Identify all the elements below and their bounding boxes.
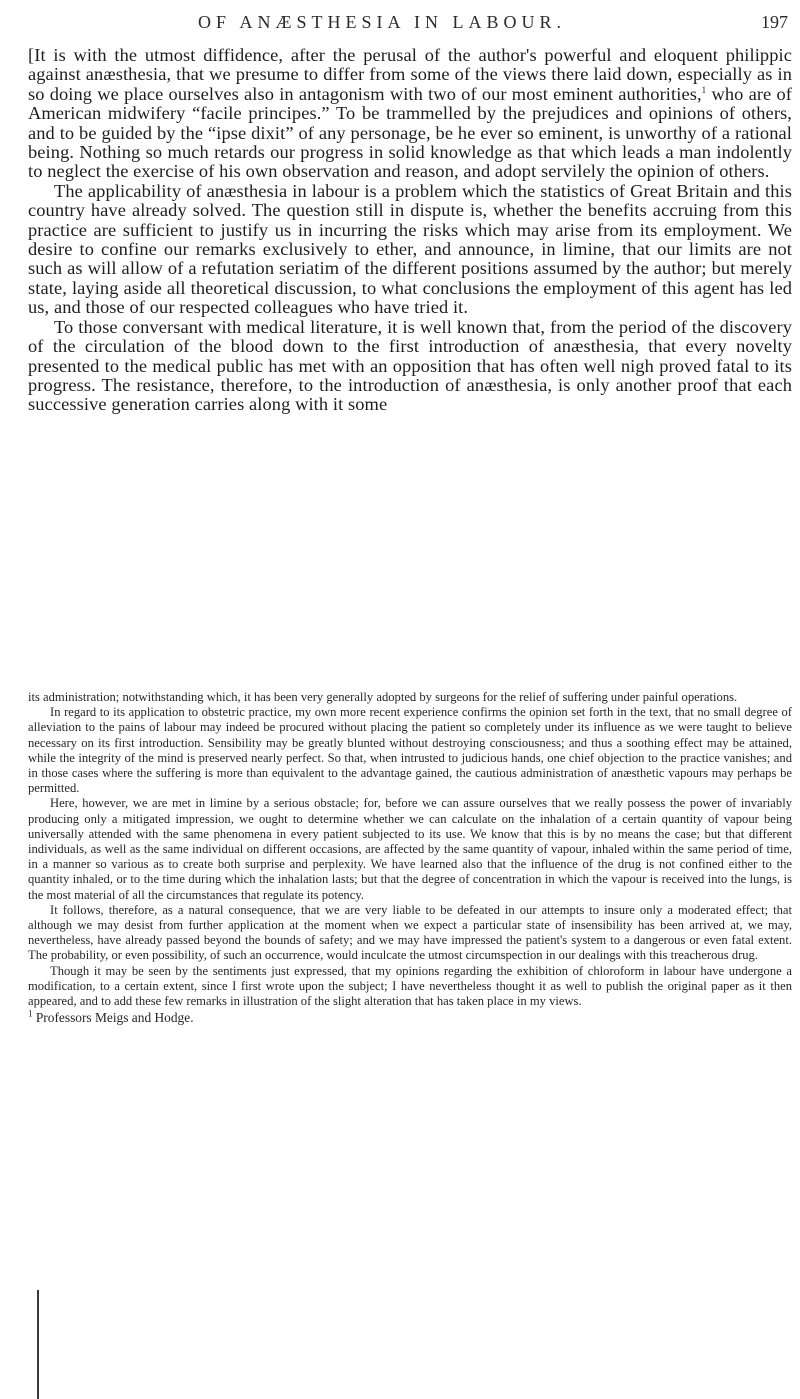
note-paragraph: its administration; notwithstanding which, it has been very generally adopted by surgeons for the relief of suffering under painful operations. (28, 690, 738, 704)
running-title: OF ANÆSTHESIA IN LABOUR. (198, 12, 567, 32)
footnote-text: Professors Meigs and Hodge. (32, 1010, 194, 1026)
editor-note (28, 690, 792, 1025)
running-head (28, 10, 792, 34)
note-paragraph: Here, however, we are met in limine by a serious obstacle; for, before we can assure ourselves that we really possess the power of invariably producing only a mitigated impression, we ought to determine whether we can calculate on the inhalation of a certain quantity of vapour being universally attended with the same phenomena in every patient subjected to its use. We know that this is by no means the case; but that different individuals, as well as the same individual on different occasions, are affected by the same quantity of vapour, inhaled within the same period of time, in a manner so various as to create both surprise and perplexity. We have learned also that the influence of the drug is not confined either to the quantity inhaled, or to the time during which the inhalation lasts; but that the degree of concentration in which the vapour is received into the lungs, is the most material of all the circumstances that regulate its potency. (28, 796, 792, 902)
scan-margin-line (37, 1290, 39, 1399)
footnote-reference: 1 (701, 84, 707, 95)
note-paragraph: In regard to its application to obstetric practice, my own more recent experience confirms the opinion set forth in the text, that no small degree of alleviation to the pains of labour may indeed be procured without placing the patient so completely under its influence as we were taught to believe necessary on its first introduction. Sensibility may be greatly blunted without destroying consciousness; and thus a soothing effect may be attained, while the integrity of the mind is preserved nearly perfect. So that, when intrusted to judicious hands, one chief objection to the practice vanishes; and in those cases where the suffering is more than equivalent to the advantage gained, the cautious administration of anæsthetic vapours may perhaps be permitted. (28, 705, 792, 796)
note-paragraph: Though it may be seen by the sentiments just expressed, that my opinions regarding the exhibition of chloroform in labour have undergone a modification, to a certain extent, since I first wrote upon the subject; I have nevertheless thought it as well to publish the original paper as it then appeared, and to add these few remarks in illustration of the slight alteration that has taken place in my views. (28, 963, 792, 1009)
page-number: 197 (761, 12, 788, 32)
footnote (28, 1010, 792, 1025)
main-paragraph-text: [It is with the utmost diffidence, after the perusal of the author's powerful and eloquent philippic against anæsthesia, that we presume to differ from some of the views there laid down, especially as in so doing we place ourselves also in antagonism with two of our most eminent authorities, (28, 45, 792, 104)
main-paragraph (28, 46, 792, 182)
main-paragraph: The applicability of anæsthesia in labour is a problem which the statistics of Great Britain and this country have already solved. The question still in dispute is, whether the benefits accruing from this practice are sufficient to justify us in incurring the risks which may arise from its employment. We desire to confine our remarks exclusively to ether, and announce, in limine, that our limits are not such as will allow of a refutation seriatim of the different positions assumed by the author; but merely state, laying aside all theoretical discussion, to what conclusions the employment of this agent has led us, and those of our respected colleagues who have tried it. (28, 180, 792, 318)
main-paragraph: To those conversant with medical literature, it is well known that, from the period of the discovery of the circulation of the blood down to the first introduction of anæsthesia, that every novelty presented to the medical public has met with an opposition that has often well nigh proved fatal to its progress. The resistance, therefore, to the introduction of anæsthesia, is only another proof that each successive generation carries along with it some (28, 316, 792, 415)
main-paragraph-text: who are of American midwifery “facile principes.” To be trammelled by the prejudices and opinions of others, and to be guided by the “ipse dixit” of any personage, be he ever so eminent, is unworthy of a rational being. Nothing so much retards our progress in solid knowledge as that which leads a man indolently to neglect the exercise of his own observation and reason, and adopt servilely the opinion of others. (28, 83, 793, 182)
main-text (28, 46, 792, 415)
book-page (28, 0, 792, 1399)
footnote-mark: 1 (28, 1008, 33, 1019)
note-paragraph: It follows, therefore, as a natural consequence, that we are very liable to be defeated in our attempts to insure only a moderated effect; that although we may desist from further application at the moment when we expect a particular state of insensibility has been arrived at, we may, nevertheless, have already passed beyond the bounds of safety; and we may have impressed the patient's system to a dangerous or even fatal extent. The probability, or even possibility, of such an occurrence, would inculcate the utmost circumspection in our dealings with this treacherous drug. (28, 902, 792, 963)
